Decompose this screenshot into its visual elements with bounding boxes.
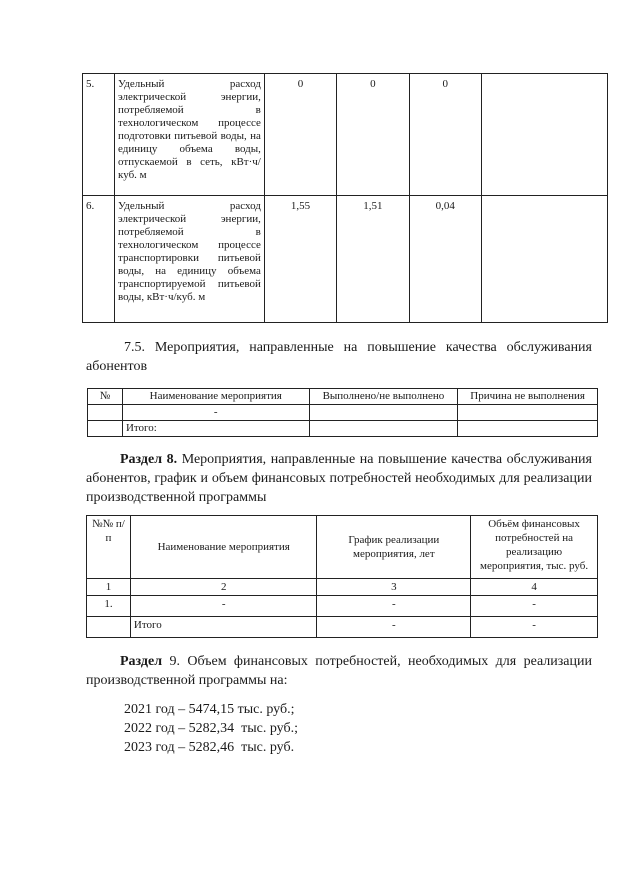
- section-8-heading: [86, 450, 592, 507]
- indicator-value: 0: [337, 74, 409, 196]
- indicator-value: 0: [264, 74, 336, 196]
- column-index: 3: [317, 579, 471, 596]
- table-row: [88, 405, 598, 421]
- column-header: Наименование мероприятия: [130, 516, 317, 579]
- indicator-note: [481, 74, 607, 196]
- table-header-row: [87, 516, 598, 579]
- table-total-row: [87, 617, 598, 638]
- indicator-description: Удельный расход электрической энергии, потребляемой в технологическом процессе подготовки питьевой воды, на единицу объема воды, отпускаемой в сеть, кВт·ч/куб. м: [115, 74, 265, 196]
- column-header: №: [88, 389, 123, 405]
- column-index: 2: [130, 579, 317, 596]
- table-total-row: [88, 421, 598, 437]
- section-8-text: Мероприятия, направленные на повышение качества обслуживания абонентов, график и объем финансовых потребностей необходимых для реализации производственной программы: [86, 452, 592, 505]
- indicator-value: 1,55: [264, 196, 336, 323]
- table-cell: [88, 405, 123, 421]
- table-cell: 1.: [87, 596, 131, 617]
- row-number: 6.: [83, 196, 115, 323]
- section-8-label: Раздел 8.: [120, 452, 178, 467]
- column-header: Наименование мероприятия: [122, 389, 309, 405]
- column-header: Выполнено/не выполнено: [309, 389, 458, 405]
- indicator-value: 1,51: [337, 196, 409, 323]
- table-cell: -: [317, 617, 471, 638]
- indicator-description: Удельный расход электрической энергии, потребляемой в технологическом процессе транспортировки питьевой воды, на единицу объема транспортируемой питьевой воды, кВт·ч/куб. м: [115, 196, 265, 323]
- list-item: 2021 год – 5474,15 тыс. руб.;: [124, 702, 295, 717]
- column-header: №№ п/п: [87, 516, 131, 579]
- table-cell: -: [471, 596, 598, 617]
- indicator-value: 0,04: [409, 196, 481, 323]
- column-header: График реализации мероприятия, лет: [317, 516, 471, 579]
- indicator-value: 0: [409, 74, 481, 196]
- list-item: 2023 год – 5282,46 тыс. руб.: [124, 740, 295, 755]
- total-label: Итого: [130, 617, 317, 638]
- table-cell: [88, 421, 123, 437]
- column-header: Объём финансовых потребностей на реализацию мероприятия, тыс. руб.: [471, 516, 598, 579]
- table-row: [83, 196, 608, 323]
- energy-indicators-table: [82, 73, 608, 323]
- column-index: 1: [87, 579, 131, 596]
- indicator-note: [481, 196, 607, 323]
- table-cell: [309, 421, 458, 437]
- list-item: 2022 год – 5282,34 тыс. руб.;: [124, 721, 298, 736]
- table-cell: [458, 421, 598, 437]
- row-number: 5.: [83, 74, 115, 196]
- service-quality-measures-table: [87, 388, 598, 437]
- table-row: [83, 74, 608, 196]
- table-header-row: [88, 389, 598, 405]
- table-cell: -: [130, 596, 317, 617]
- column-header: Причина не выполнения: [458, 389, 598, 405]
- section-7-5-heading: 7.5. Мероприятия, направленные на повышение качества обслуживания абонентов: [86, 340, 592, 374]
- table-cell: -: [317, 596, 471, 617]
- table-cell: -: [471, 617, 598, 638]
- table-cell: -: [122, 405, 309, 421]
- column-index-row: [87, 579, 598, 596]
- total-label: Итого:: [122, 421, 309, 437]
- table-cell: [87, 617, 131, 638]
- column-index: 4: [471, 579, 598, 596]
- section-9-text: 9. Объем финансовых потребностей, необходимых для реализации производственной программы на:: [86, 654, 592, 688]
- table-cell: [458, 405, 598, 421]
- financial-needs-table: [86, 515, 598, 638]
- table-row: [87, 596, 598, 617]
- yearly-financial-needs-list: [124, 700, 298, 757]
- section-9-label: Раздел: [120, 654, 163, 669]
- table-cell: [309, 405, 458, 421]
- section-9-heading: [86, 652, 592, 690]
